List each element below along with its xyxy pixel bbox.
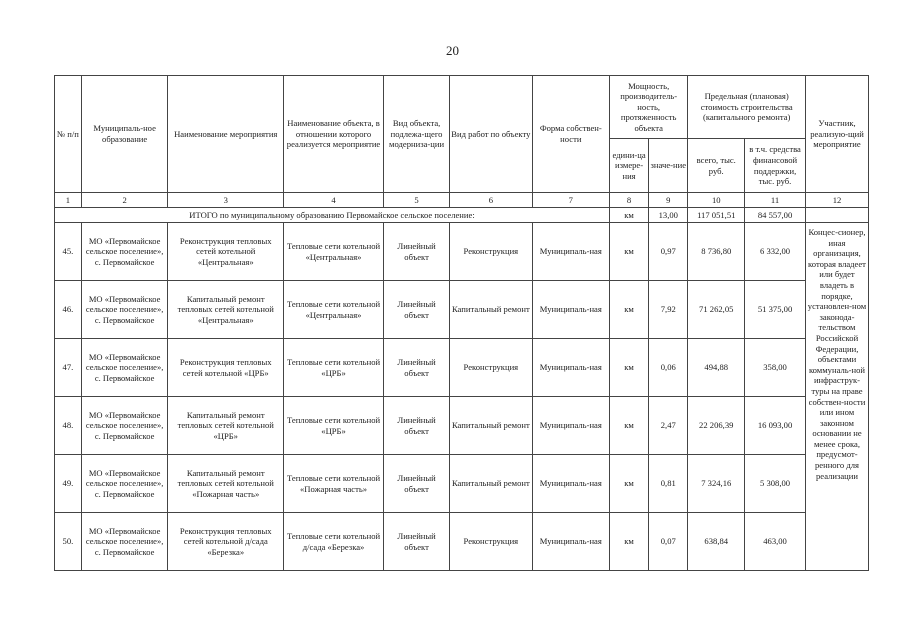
row-value: 0,81: [649, 455, 688, 513]
header-participant: Участник, реализую-щий мероприятие: [805, 76, 868, 193]
row-ownership: Муниципаль-ная: [532, 397, 609, 455]
row-number: 45.: [55, 223, 82, 281]
column-number: 6: [450, 193, 533, 208]
table-row: [55, 223, 869, 281]
row-object-type: Линейный объект: [384, 455, 450, 513]
column-number: 9: [649, 193, 688, 208]
row-number: 50.: [55, 513, 82, 571]
row-ownership: Муниципаль-ная: [532, 339, 609, 397]
total-cost-total: 117 051,51: [688, 208, 745, 223]
row-measure: Капитальный ремонт тепловых сетей котельной «Пожарная часть»: [168, 455, 284, 513]
row-object: Тепловые сети котельной «Пожарная часть»: [284, 455, 384, 513]
column-number: 11: [745, 193, 806, 208]
header-row: [55, 76, 869, 139]
row-value: 7,92: [649, 281, 688, 339]
table-row: [55, 455, 869, 513]
row-value: 0,06: [649, 339, 688, 397]
column-number: 3: [168, 193, 284, 208]
row-work-type: Капитальный ремонт: [450, 281, 533, 339]
row-ownership: Муниципаль-ная: [532, 455, 609, 513]
row-cost-total: 22 206,39: [688, 397, 745, 455]
row-object: Тепловые сети котельной «ЦРБ»: [284, 397, 384, 455]
row-work-type: Капитальный ремонт: [450, 455, 533, 513]
row-object: Тепловые сети котельной «ЦРБ»: [284, 339, 384, 397]
row-object-type: Линейный объект: [384, 339, 450, 397]
header-cost: Предельная (плановая) стоимость строительства (капитального ремонта): [688, 76, 806, 139]
row-participant: Концес-сионер, иная организация, которая владеет или будет владеть в порядке, установлен-ном законода-тельством Российской Федерации, объектами коммуналь-ной инфраструк-туры на праве собствен-ности или ином законном основании не менее срока, предусмот-ренного для реализации: [805, 223, 868, 571]
row-measure: Реконструкция тепловых сетей котельной «Центральная»: [168, 223, 284, 281]
row-cost-total: 71 262,05: [688, 281, 745, 339]
row-measure: Реконструкция тепловых сетей котельной д/сада «Березка»: [168, 513, 284, 571]
column-number: 1: [55, 193, 82, 208]
column-numbers-row: [55, 193, 869, 208]
row-cost-support: 51 375,00: [745, 281, 806, 339]
row-object: Тепловые сети котельной «Центральная»: [284, 223, 384, 281]
row-measure: Реконструкция тепловых сетей котельной «ЦРБ»: [168, 339, 284, 397]
header-work-type: Вид работ по объекту: [450, 76, 533, 193]
header-object: Наименование объекта, в отношении которого реализуется мероприятие: [284, 76, 384, 193]
row-ownership: Муниципаль-ная: [532, 223, 609, 281]
total-row: [55, 208, 869, 223]
row-unit: км: [609, 223, 648, 281]
header-ownership: Форма собствен-ности: [532, 76, 609, 193]
column-number: 8: [609, 193, 648, 208]
row-work-type: Реконструкция: [450, 223, 533, 281]
row-work-type: Реконструкция: [450, 513, 533, 571]
header-measure: Наименование мероприятия: [168, 76, 284, 193]
column-number: 5: [384, 193, 450, 208]
row-value: 2,47: [649, 397, 688, 455]
row-measure: Капитальный ремонт тепловых сетей котельной «Центральная»: [168, 281, 284, 339]
row-work-type: Реконструкция: [450, 339, 533, 397]
row-unit: км: [609, 455, 648, 513]
header-power-value: значе-ние: [649, 139, 688, 193]
row-object-type: Линейный объект: [384, 281, 450, 339]
row-cost-total: 638,84: [688, 513, 745, 571]
column-number: 2: [81, 193, 168, 208]
page-number: 20: [446, 43, 459, 58]
total-value: 13,00: [649, 208, 688, 223]
column-number: 4: [284, 193, 384, 208]
row-value: 0,97: [649, 223, 688, 281]
row-municipality: МО «Первомайское сельское поселение», с. Первомайское: [81, 513, 168, 571]
header-cost-support: в т.ч. средства финансовой поддержки, тыс. руб.: [745, 139, 806, 193]
table-row: [55, 513, 869, 571]
row-number: 47.: [55, 339, 82, 397]
row-measure: Капитальный ремонт тепловых сетей котельной «ЦРБ»: [168, 397, 284, 455]
row-unit: км: [609, 339, 648, 397]
row-ownership: Муниципаль-ная: [532, 513, 609, 571]
table-row: [55, 397, 869, 455]
column-number: 12: [805, 193, 868, 208]
row-object-type: Линейный объект: [384, 513, 450, 571]
row-number: 48.: [55, 397, 82, 455]
row-work-type: Капитальный ремонт: [450, 397, 533, 455]
column-number: 10: [688, 193, 745, 208]
row-number: 49.: [55, 455, 82, 513]
row-value: 0,07: [649, 513, 688, 571]
row-object: Тепловые сети котельной д/сада «Березка»: [284, 513, 384, 571]
row-municipality: МО «Первомайское сельское поселение», с. Первомайское: [81, 223, 168, 281]
total-label: ИТОГО по муниципальному образованию Первомайское сельское поселение:: [55, 208, 610, 223]
row-cost-support: 5 308,00: [745, 455, 806, 513]
header-object-type: Вид объекта, подлежа-щего модерниза-ции: [384, 76, 450, 193]
row-cost-total: 8 736,80: [688, 223, 745, 281]
header-power: Мощность, производитель-ность, протяженность объекта: [609, 76, 687, 139]
row-cost-support: 16 093,00: [745, 397, 806, 455]
row-municipality: МО «Первомайское сельское поселение», с. Первомайское: [81, 281, 168, 339]
table-row: [55, 339, 869, 397]
row-object-type: Линейный объект: [384, 397, 450, 455]
row-object-type: Линейный объект: [384, 223, 450, 281]
column-number: 7: [532, 193, 609, 208]
row-cost-total: 494,88: [688, 339, 745, 397]
row-ownership: Муниципаль-ная: [532, 281, 609, 339]
row-cost-support: 463,00: [745, 513, 806, 571]
row-unit: км: [609, 281, 648, 339]
row-cost-support: 358,00: [745, 339, 806, 397]
row-municipality: МО «Первомайское сельское поселение», с. Первомайское: [81, 339, 168, 397]
table-row: [55, 281, 869, 339]
header-municipality: Муниципаль-ное образование: [81, 76, 168, 193]
header-power-unit: едини-ца измере-ния: [609, 139, 648, 193]
row-municipality: МО «Первомайское сельское поселение», с. Первомайское: [81, 397, 168, 455]
investment-table: [54, 75, 869, 571]
row-cost-support: 6 332,00: [745, 223, 806, 281]
row-object: Тепловые сети котельной «Центральная»: [284, 281, 384, 339]
total-cost-support: 84 557,00: [745, 208, 806, 223]
row-unit: км: [609, 397, 648, 455]
header-cost-total: всего, тыс. руб.: [688, 139, 745, 193]
total-unit: км: [609, 208, 648, 223]
row-unit: км: [609, 513, 648, 571]
row-municipality: МО «Первомайское сельское поселение», с. Первомайское: [81, 455, 168, 513]
row-number: 46.: [55, 281, 82, 339]
row-cost-total: 7 324,16: [688, 455, 745, 513]
header-number: № п/п: [55, 76, 82, 193]
total-participant: [805, 208, 868, 223]
